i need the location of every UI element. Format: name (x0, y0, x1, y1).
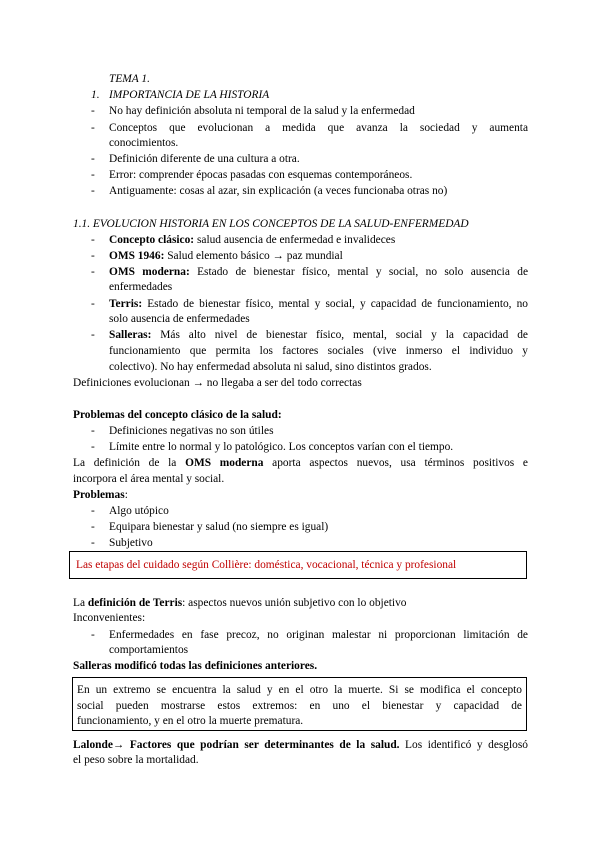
definition-term: OMS 1946: (109, 250, 165, 262)
section1-number: 1. (91, 89, 100, 101)
list-item-continuation: solo ausencia de enfermedades (109, 313, 250, 325)
terris-pre: La (73, 597, 88, 609)
list-item (109, 249, 343, 264)
conclusion-text: Definiciones evolucionan → no llegaba a ser del todo correctas (73, 377, 362, 389)
list-item-continuation: enfermedades (109, 281, 173, 293)
bullet-dash: - (91, 505, 95, 517)
list-item (109, 265, 528, 280)
bullet-dash: - (91, 266, 95, 278)
bullet-dash: - (91, 537, 95, 549)
list-item (109, 328, 528, 343)
definition-text: Estado de bienestar físico, mental y social, y capacidad de funcionamiento, no (142, 298, 528, 310)
bullet-dash: - (91, 441, 95, 453)
bullet-dash: - (91, 425, 95, 437)
terris-bold: definición de Terris (87, 597, 183, 609)
definition-text: salud ausencia de enfermedad e invalideces (194, 234, 396, 246)
problemas-label: Problemas (73, 489, 125, 501)
definition-text: Estado de bienestar físico, mental y social, no solo ausencia de (189, 266, 528, 278)
terris-post: : aspectos nuevos unión subjetivo con lo objetivo (182, 597, 407, 609)
list-item: Definición diferente de una cultura a otra. (109, 153, 300, 165)
collier-text: Las etapas del cuidado según Collière: doméstica, vocacional, técnica y profesional (76, 559, 457, 571)
extremes-box (72, 677, 527, 731)
oms-post: aporta aspectos nuevos, usa términos positivos e (263, 457, 528, 469)
list-item: Enfermedades en fase precoz, no originan malestar ni proporcionan limitación de (109, 629, 528, 641)
list-item: Antiguamente: cosas al azar, sin explicación (a veces funcionaba otras no) (109, 185, 448, 197)
bullet-dash: - (91, 629, 95, 641)
definition-term: Salleras: (109, 329, 152, 341)
list-item: Conceptos que evolucionan a medida que avanza la sociedad y aumenta (109, 122, 528, 134)
lalonde-paragraph (73, 738, 528, 753)
bullet-dash: - (91, 329, 95, 341)
list-item: Algo utópico (109, 505, 169, 517)
collier-box (69, 551, 527, 579)
list-item: No hay definición absoluta ni temporal de la salud y la enfermedad (109, 105, 415, 117)
oms-paragraph-line (73, 456, 528, 471)
oms-paragraph-line: incorpora el área mental y social. (73, 473, 225, 485)
list-item (109, 233, 395, 248)
tema-title: TEMA 1. (109, 73, 150, 85)
definition-term: OMS moderna: (109, 266, 190, 278)
bullet-dash: - (91, 169, 95, 181)
list-item: Error: comprender épocas pasadas con esquemas contemporáneos. (109, 169, 413, 181)
lalonde-bold: Lalonde→ Factores que podrían ser determinantes de la salud. (73, 739, 400, 751)
section11-title: 1.1. EVOLUCION HISTORIA EN LOS CONCEPTOS DE LA SALUD-ENFERMEDAD (73, 218, 469, 230)
list-item: Definiciones negativas no son útiles (109, 425, 274, 437)
definition-text: Salud elemento básico → paz mundial (164, 250, 343, 262)
list-item: Límite entre lo normal y lo patológico. Los conceptos varían con el tiempo. (109, 441, 454, 453)
list-item-continuation: funcionamiento que permita los factores sociales (vive inmerso el individuo y (109, 345, 528, 357)
lalonde-post: Los identificó y desglosó (399, 739, 528, 751)
definition-term: Concepto clásico: (109, 234, 195, 246)
list-item-continuation: colectivo). No hay enfermedad absoluta ni salud, sino distintos grados. (109, 361, 432, 373)
extremes-line: En un extremo se encuentra la salud y en el otro la muerte. Si se modifica el concepto (77, 684, 522, 696)
problemas-colon: : (124, 489, 128, 501)
bullet-dash: - (91, 521, 95, 533)
problemas-clasico-heading: Problemas del concepto clásico de la salud: (73, 409, 282, 421)
bullet-dash: - (91, 250, 95, 262)
list-item (109, 297, 528, 312)
extremes-line: social pueden mostrarse estos extremos: en uno el bienestar y capacidad de (77, 700, 522, 712)
list-item-continuation: conocimientos. (109, 137, 179, 149)
oms-pre: La definición de la (73, 457, 186, 469)
bullet-dash: - (91, 234, 95, 246)
definition-term: Terris: (109, 298, 143, 310)
list-item: Equipara bienestar y salud (no siempre es igual) (109, 521, 329, 533)
extremes-line: funcionamiento, y en el otro la muerte prematura. (77, 715, 304, 727)
problemas-heading (73, 488, 128, 503)
bullet-dash: - (91, 122, 95, 134)
bullet-dash: - (91, 105, 95, 117)
lalonde-line: el peso sobre la mortalidad. (73, 754, 199, 766)
bullet-dash: - (91, 298, 95, 310)
list-item-continuation: comportamientos (109, 644, 189, 656)
inconvenientes-label: Inconvenientes: (73, 612, 146, 624)
bullet-dash: - (91, 153, 95, 165)
terris-paragraph (73, 596, 406, 611)
section1-title: IMPORTANCIA DE LA HISTORIA (109, 89, 270, 101)
bullet-dash: - (91, 185, 95, 197)
list-item: Subjetivo (109, 537, 153, 549)
definition-text: Más alto nivel de bienestar físico, mental, social y la capacidad de (151, 329, 528, 341)
salleras-note: Salleras modificó todas las definiciones anteriores. (73, 660, 318, 672)
oms-bold: OMS moderna (185, 457, 264, 469)
